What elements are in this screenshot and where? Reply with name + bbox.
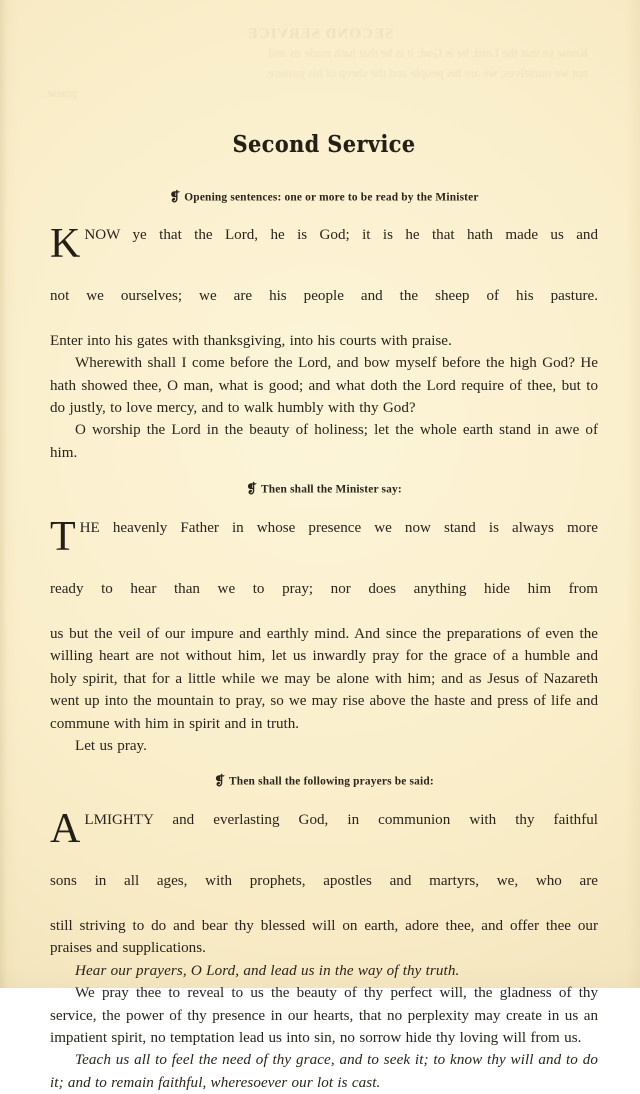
bleed-through-line-1: Know ye that the Lord, he is God; it is he that hath made us and	[268, 46, 588, 60]
paragraph-remainder: Enter into his gates with thanksgiving, into his courts with praise.	[50, 332, 452, 349]
paragraph-almighty-everlasting-god	[50, 805, 598, 960]
paragraph-line-1: NOW ye that the Lord, he is God; it is he that hath made us and	[84, 226, 598, 243]
page-title: Second Service	[232, 131, 416, 158]
paragraph-remainder: still striving to do and bear thy blessed will on earth, adore thee, and offer thee our praises and supplications.	[50, 918, 598, 957]
paragraph-wherewith-shall-i-come: Wherewith shall I come before the Lord, and bow myself before the high God? He hath showed thee, O man, what is good; and what doth the Lord require of thee, but to do justly, to love mercy, and to walk humbly with thy God?	[50, 355, 598, 416]
text-block	[50, 0, 598, 1094]
bleed-through-title: SECOND SERVICE	[246, 26, 394, 42]
pilcrow-icon: ❡	[214, 773, 226, 789]
paragraph-line-2: not we ourselves; we are his people and the sheep of his pasture.	[50, 287, 598, 304]
paragraph-line-2: sons in all ages, with prophets, apostles and martyrs, we, who are	[50, 873, 598, 890]
bleed-through-line-2: not we ourselves; we are his people and the sheep of his pasture.	[265, 66, 588, 80]
paragraph-heavenly-father	[50, 513, 598, 735]
rubric-minister-say-text: Then shall the Minister say:	[261, 483, 402, 496]
bleed-through-line-3: praise.	[44, 86, 77, 100]
drop-cap-initial: T	[50, 513, 76, 560]
rubric-following-prayers-text: Then shall the following prayers be said:	[229, 775, 434, 788]
rubric-following-prayers	[50, 773, 598, 790]
drop-cap-initial: A	[50, 805, 81, 852]
response-teach-us-all: Teach us all to feel the need of thy grace, and to seek it; to know thy will and to do it; and to remain faithful, wheresoever our lot is cast.	[50, 1052, 598, 1091]
paragraph-line-2: ready to hear than we to pray; nor does anything hide him from	[50, 581, 598, 598]
paragraph-know-ye	[50, 220, 598, 353]
response-hear-our-prayers: Hear our prayers, O Lord, and lead us in the way of thy truth.	[75, 962, 460, 979]
drop-cap-initial: K	[50, 220, 81, 267]
rubric-minister-say	[50, 481, 598, 498]
paragraph-let-us-pray: Let us pray.	[75, 737, 147, 754]
pilcrow-icon: ❡	[169, 189, 181, 204]
rubric-opening-sentences-text: Opening sentences: one or more to be read by the Minister	[184, 191, 479, 204]
paragraph-line-1: HE heavenly Father in whose presence we now stand is always more	[79, 519, 598, 536]
paragraph-line-1: LMIGHTY and everlasting God, in communion with thy faithful	[84, 811, 598, 828]
pilcrow-icon: ❡	[246, 481, 257, 497]
paragraph-we-pray-thee-to-reveal: We pray thee to reveal to us the beauty of thy perfect will, the gladness of thy service, the power of thy presence in our hearts, that no perplexity may create in us an impatient spirit, no temptation lead us into sin, no sorrow hide thy loving will from us.	[50, 985, 598, 1047]
paragraph-remainder: us but the veil of our impure and earthly mind. And since the preparations of even the willing heart are not without him, let us inwardly pray for the grace of a humble and holy spirit, that for a little while we may be alone with him; and as Jesus of Nazareth went up into the mountain to pray, so we may rise above the haste and press of life and commune with him in spirit and in truth.	[50, 625, 598, 732]
rubric-opening-sentences	[50, 189, 598, 206]
paragraph-o-worship-the-lord: O worship the Lord in the beauty of holiness; let the whole earth stand in awe of him.	[50, 422, 598, 461]
